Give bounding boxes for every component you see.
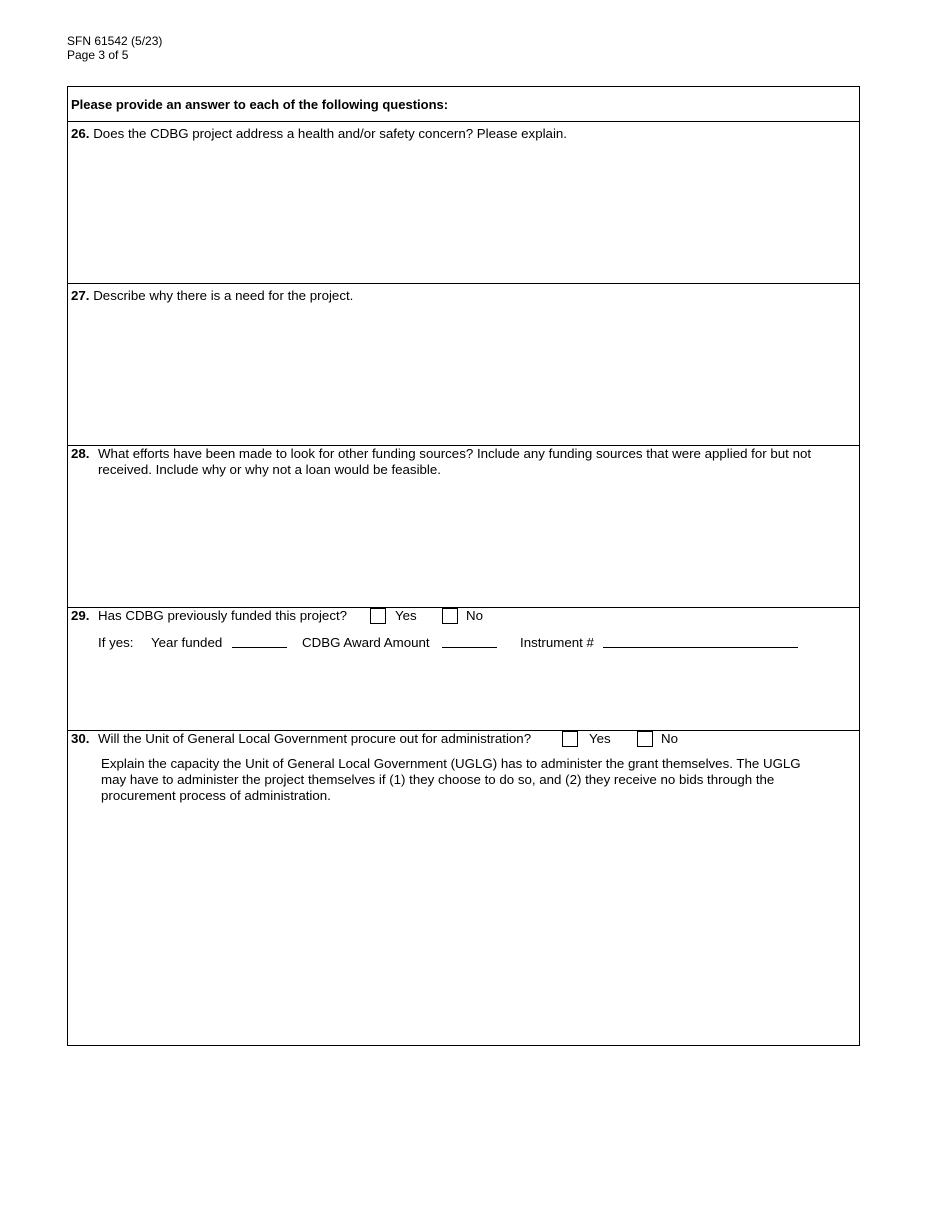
question-28 — [68, 446, 859, 608]
question-30-explanation-line-2: may have to administer the project themselves if (1) they choose to do so, and (2) they receive no bids through the — [101, 772, 775, 787]
form-id: SFN 61542 (5/23) — [67, 34, 163, 48]
question-29-yes-label: Yes — [395, 608, 417, 623]
question-26 — [68, 122, 859, 284]
question-27-answer[interactable] — [71, 308, 855, 444]
question-30-explanation-line-3: procurement process of administration. — [101, 788, 331, 803]
award-amount-field[interactable] — [442, 635, 497, 648]
question-30-no-label: No — [661, 731, 678, 746]
award-amount-label: CDBG Award Amount — [302, 635, 430, 650]
question-29-no-label: No — [466, 608, 483, 623]
question-29 — [68, 608, 859, 731]
question-30-text — [71, 731, 531, 746]
question-28-line-2: received. Include why or why not a loan would be feasible. — [98, 462, 441, 477]
question-27-number: 27. — [71, 288, 90, 303]
instrument-number-field[interactable] — [603, 635, 798, 648]
question-30-explanation-line-1: Explain the capacity the Unit of General Local Government (UGLG) has to administer the grant themselves. The UGLG — [101, 756, 801, 771]
question-28-line-1: What efforts have been made to look for other funding sources? Include any funding sources that were applied for but not — [98, 446, 812, 461]
intro-heading: Please provide an answer to each of the following questions: — [71, 97, 449, 112]
question-27-label: Describe why there is a need for the project. — [93, 288, 354, 303]
question-30-number: 30. — [71, 731, 90, 746]
question-29-label: Has CDBG previously funded this project? — [98, 608, 348, 623]
question-30-label: Will the Unit of General Local Government procure out for administration? — [98, 731, 532, 746]
question-28-number: 28. — [71, 446, 90, 461]
question-30-yes-checkbox[interactable] — [562, 731, 578, 747]
question-29-yes-checkbox[interactable] — [370, 608, 386, 624]
question-30-explanation — [101, 756, 856, 804]
year-funded-field[interactable] — [232, 635, 287, 648]
questions-form — [67, 86, 860, 1046]
question-30-yes-label: Yes — [589, 731, 611, 746]
question-30-answer[interactable] — [101, 811, 855, 1040]
page-number: Page 3 of 5 — [67, 48, 129, 62]
if-yes-label: If yes: — [98, 635, 134, 650]
question-28-answer[interactable] — [71, 486, 855, 606]
question-27 — [68, 284, 859, 446]
question-27-text — [71, 288, 353, 304]
instrument-label: Instrument # — [520, 635, 594, 650]
year-funded-label: Year funded — [151, 635, 223, 650]
question-30-no-checkbox[interactable] — [637, 731, 653, 747]
intro-row — [68, 87, 859, 122]
question-29-no-checkbox[interactable] — [442, 608, 458, 624]
question-26-answer[interactable] — [71, 146, 855, 282]
form-header — [67, 34, 162, 62]
question-28-text — [71, 446, 856, 478]
question-30 — [68, 731, 859, 1045]
question-29-number: 29. — [71, 608, 90, 623]
question-26-label: Does the CDBG project address a health and/or safety concern? Please explain. — [93, 126, 567, 141]
question-29-text — [71, 608, 347, 623]
question-26-number: 26. — [71, 126, 90, 141]
question-26-text — [71, 126, 567, 142]
